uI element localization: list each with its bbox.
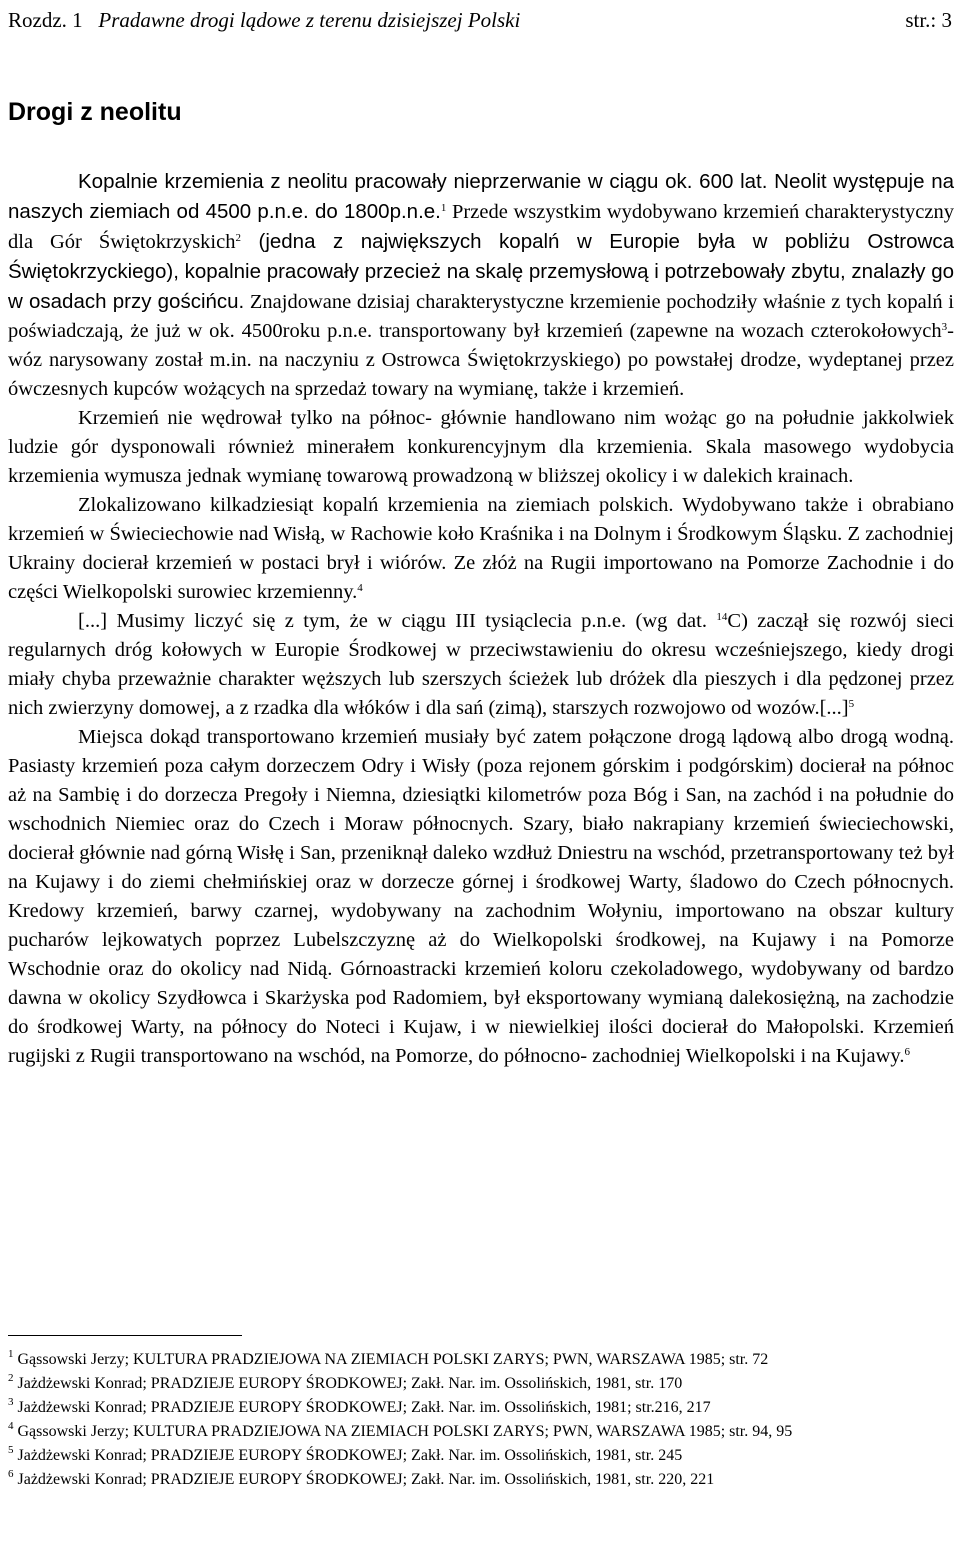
body-paragraph [8,404,954,491]
body-paragraph [8,167,954,404]
footnote-number: 5 [8,1444,14,1456]
footnote-ref: 2 [235,232,241,244]
footnote-number: 4 [8,1420,14,1432]
chapter-title: Pradawne drogi lądowe z terenu dzisiejszej Polski [98,8,521,32]
footnote-text: Jażdżewski Konrad; PRADZIEJE EUROPY ŚRODKOWEJ; Zakł. Nar. im. Ossolińskich, 1981, str. 245 [13,1447,683,1464]
text-run: [...] Musimy liczyć się z tym, że w ciągu III tysiąclecia p.n.e. (wg dat. [78,610,717,632]
footnote-ref: 5 [848,698,855,710]
body-paragraph [8,723,954,1071]
footnote-number: 3 [8,1396,14,1408]
chapter-label: Rozdz. 1 [8,8,83,32]
footnote-text: Jażdżewski Konrad; PRADZIEJE EUROPY ŚRODKOWEJ; Zakł. Nar. im. Ossolińskich, 1981, str. 220, 221 [13,1471,715,1488]
footnote-separator [8,1335,242,1336]
footnote [8,1444,954,1468]
footnote-ref: 3 [941,321,948,333]
footnote-text: Gąssowski Jerzy; KULTURA PRADZIEJOWA NA ZIEMIACH POLSKI ZARYS; PWN, WARSZAWA 1985; str. 72 [13,1351,769,1368]
footnote-text: Gąssowski Jerzy; KULTURA PRADZIEJOWA NA ZIEMIACH POLSKI ZARYS; PWN, WARSZAWA 1985; str. 94, 95 [13,1423,793,1440]
footnote [8,1348,954,1372]
footnote [8,1420,954,1444]
body-text [8,167,954,1071]
running-header [8,6,952,34]
footnote-number: 6 [8,1468,14,1480]
text-run: Zlokalizowano kilkadziesiąt kopalń krzemienia na ziemiach polskich. Wydobywano także i obrabiano krzemień w Świeciechowie nad Wisłą, w Rachowie koło Kraśnika i na Dolnym i Środkowym Śląsku. Z zachodniej Ukrainy docierał krzemień w postaci brył i wiórów. Ze złóż na Rugii importowano na Pomorze Zachodnie i do części Wielkopolski surowiec krzemienny. [8,494,954,603]
footnote [8,1396,954,1420]
text-run: Kopalnie krzemienia z neolitu pracowały nieprzerwanie w ciągu ok. 600 lat. Neolit występuje na naszych ziemiach od 4500 p.n.e. do 1800p.n.e. [8,170,954,223]
footnote-ref: 14 [716,611,728,623]
text-run: (jedna z największych kopalń w Europie była w pobliżu Ostrowca Świętokrzyckiego), kopalnie pracowały przecież na skalę przemysłową i potrzebowały zbytu, znalazły go w osadach przy gościńcu. [8,230,954,313]
footnote-number: 1 [8,1348,14,1360]
text-run: C) zaczął się rozwój sieci regularnych dróg kołowych w Europie Środkowej w przeciwstawieniu do okresu wcześniejszego, kiedy drogi miały chyba przeważnie charakter węższych lub szerszych ścieżek lub dróżek dla pieszych i dla pędzonej przez nich zwierzyny domowej, a z rzadka dla włóków i dla sań (zimą), starszych rozwojowo od wozów.[...] [8,610,954,719]
text-run: Krzemień nie wędrował tylko na północ- głównie handlowano nim wożąc go na południe jakkolwiek ludzie gór dysponowali również minerałem konkurencyjnym dla krzemienia. Skala masowego wydobycia krzemienia wymusza jednak wymianę towarową prowadzoną w bliższej okolicy i w dalekich krainach. [8,407,954,487]
body-paragraph [8,491,954,607]
footnote-ref: 6 [904,1046,910,1058]
footnote-text: Jażdżewski Konrad; PRADZIEJE EUROPY ŚRODKOWEJ; Zakł. Nar. im. Ossolińskich, 1981; str.216, 217 [13,1399,711,1416]
text-run: - wóz narysowany został m.in. na naczyniu z Ostrowca Świętokrzyskiego) po powstałej drodze, wydeptanej przez ówczesnych kupców wożących na sprzedaż towary na wymianę, także i krzemień. [8,320,954,400]
footnote [8,1372,954,1396]
footnote-text: Jażdżewski Konrad; PRADZIEJE EUROPY ŚRODKOWEJ; Zakł. Nar. im. Ossolińskich, 1981, str. 170 [13,1375,683,1392]
footnote-ref: 1 [440,202,447,214]
section-heading: Drogi z neolitu [8,98,182,126]
footnote-number: 2 [8,1372,14,1384]
body-paragraph [8,607,954,723]
footnotes [8,1348,954,1492]
page-number: str.: 3 [905,8,952,32]
text-run: Miejsca dokąd transportowano krzemień musiały być zatem połączone drogą lądową albo drogą wodną. Pasiasty krzemień poza całym dorzeczem Odry i Wisły (poza rejonem górskim i podgórskim) docierał na północ aż na Sambię i do dorzecza Pregoły i Niemna, dziesiątki kilometrów poza Bóg i San, na zachód i na południe do wschodnich Niemiec oraz do Czech i Moraw północnych. Szary, biało nakrapiany krzemień świeciechowski, docierał głównie nad górną Wisłę i San, przeniknął daleko wzdłuż Dniestru na wschód, przetransportowany też był na Kujawy i do ziemi chełmińskiej oraz w dorzecze górnej i środkowej Warty, śladowo do Czech północnych. Kredowy krzemień, barwy czarnej, wydobywany na zachodnim Wołyniu, importowano na obszar kultury pucharów lejkowatych poprzez Lubelszczyznę aż do Wielkopolski środkowej, na Kujawy i na Pomorze Wschodnie oraz do okolicy nad Nidą. Górnoastracki krzemień koloru czekoladowego, wydobywany od bardzo dawna w okolicy Szydłowca i Skarżyska pod Radomiem, był eksportowany wymianą dalekosiężną, na zachodzie do środkowej Warty, na północy do Noteci i Kujaw, i w niewielkiej ilości docierał do Małopolski. Krzemień rugijski z Rugii transportowano na wschód, na Pomorze, do północno- zachodniej Wielkopolski i na Kujawy. [8,726,954,1067]
footnote [8,1468,954,1492]
text-run: Znajdowane dzisiaj charakterystyczne krzemienie pochodziły właśnie z tych kopalń i poświadczają, że już w ok. 4500roku p.n.e. transportowany był krzemień (zapewne na wozach czterokołowych [8,291,954,342]
text-run: Przede wszystkim wydobywano krzemień charakterystyczny dla Gór Świętokrzyskich [8,201,954,253]
footnote-ref: 4 [357,582,363,594]
